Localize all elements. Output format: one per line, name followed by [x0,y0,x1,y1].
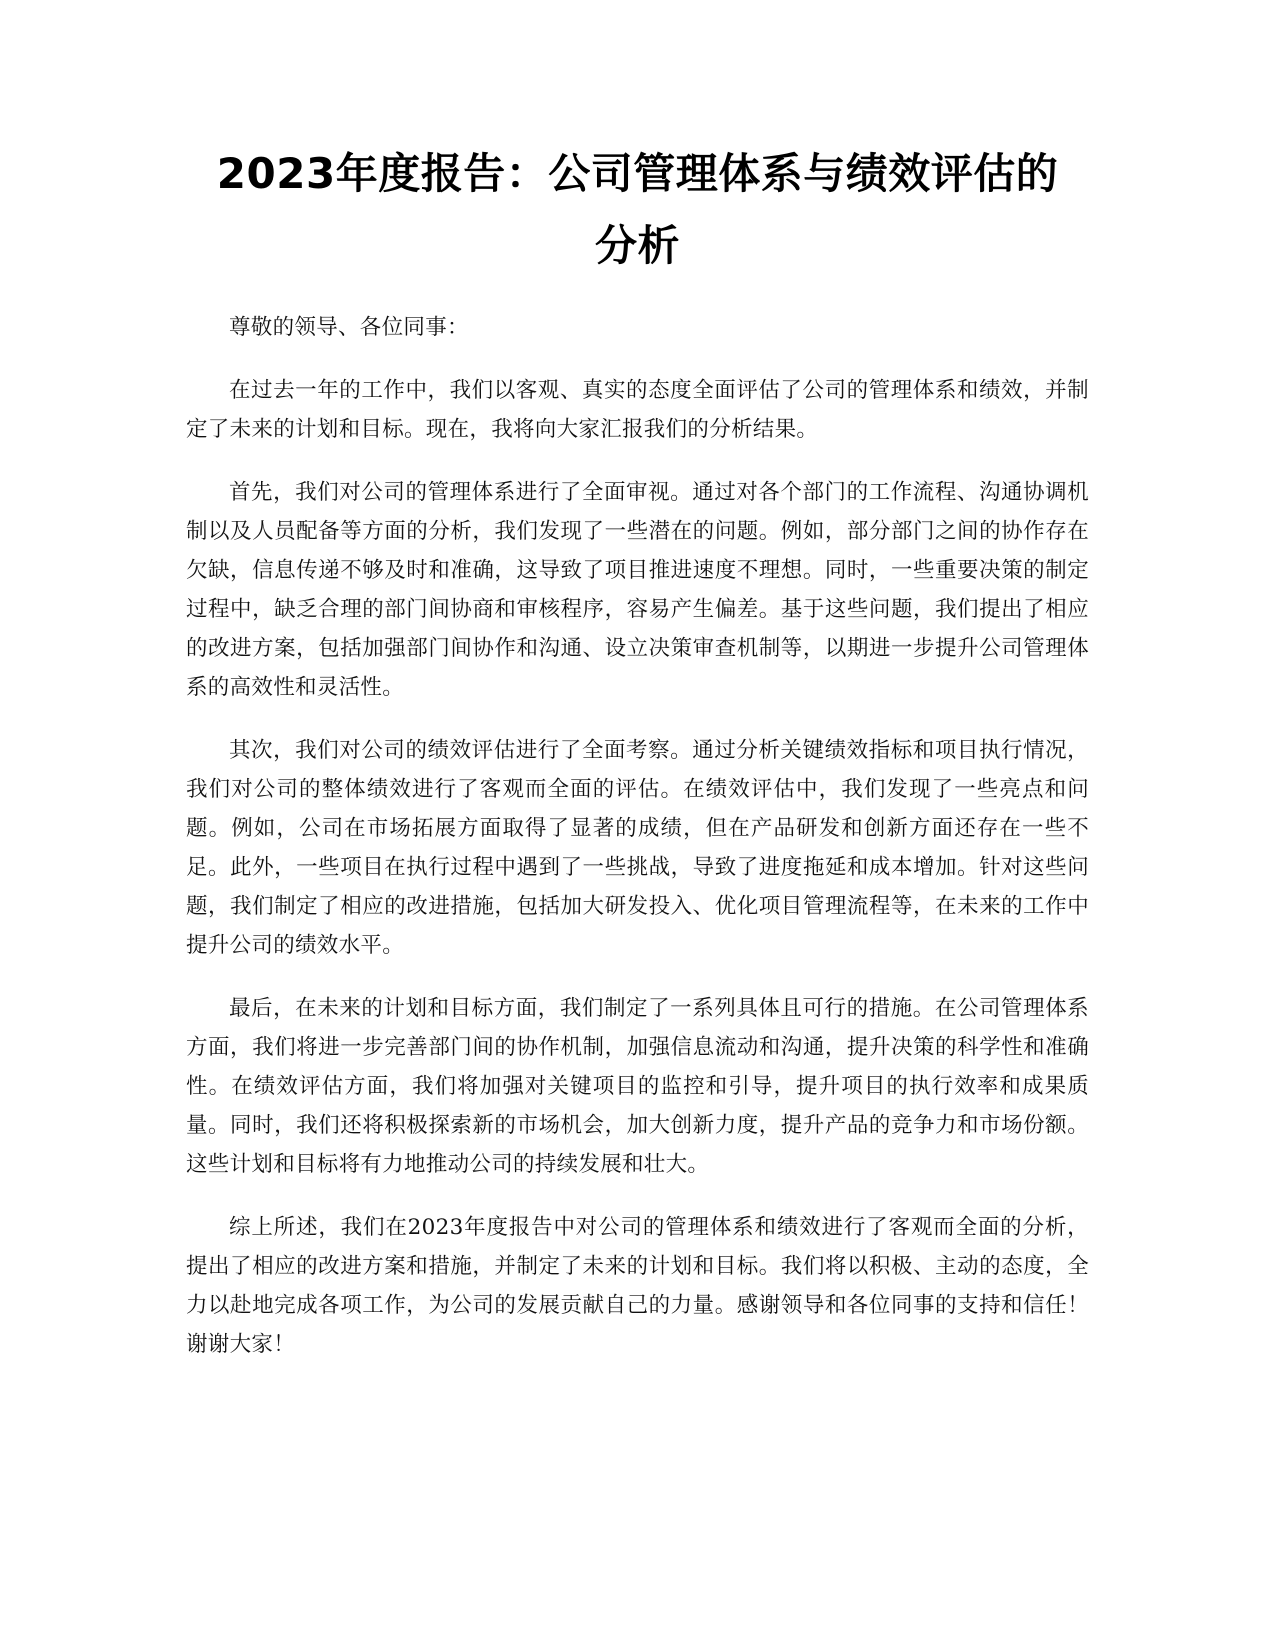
document-body [186,308,1089,1364]
paragraph-future-plans: 最后，在未来的计划和目标方面，我们制定了一系列具体且可行的措施。在公司管理体系方面，我们将进一步完善部门间的协作机制，加强信息流动和沟通，提升决策的科学性和准确性。在绩效评估方面，我们将加强对关键项目的监控和引导，提升项目的执行效率和成果质量。同时，我们还将积极探索新的市场机会，加大创新力度，提升产品的竞争力和市场份额。这些计划和目标将有力地推动公司的持续发展和壮大。 [186,996,1089,1177]
document-title [186,138,1089,282]
paragraph-performance-evaluation: 其次，我们对公司的绩效评估进行了全面考察。通过分析关键绩效指标和项目执行情况，我们对公司的整体绩效进行了客观而全面的评估。在绩效评估中，我们发现了一些亮点和问题。例如，公司在市场拓展方面取得了显著的成绩，但在产品研发和创新方面还存在一些不足。此外，一些项目在执行过程中遇到了一些挑战，导致了进度拖延和成本增加。针对这些问题，我们制定了相应的改进措施，包括加大研发投入、优化项目管理流程等，在未来的工作中提升公司的绩效水平。 [186,738,1089,958]
document-title-line-2: 分析 [594,221,680,270]
document-title-line-1: 2023年度报告：公司管理体系与绩效评估的 [216,149,1059,198]
salutation: 尊敬的领导、各位同事： [229,315,469,340]
paragraph-conclusion: 综上所述，我们在2023年度报告中对公司的管理体系和绩效进行了客观而全面的分析，提出了相应的改进方案和措施，并制定了未来的计划和目标。我们将以积极、主动的态度，全力以赴地完成各项工作，为公司的发展贡献自己的力量。感谢领导和各位同事的支持和信任！谢谢大家！ [186,1215,1089,1357]
paragraph-intro: 在过去一年的工作中，我们以客观、真实的态度全面评估了公司的管理体系和绩效，并制定了未来的计划和目标。现在，我将向大家汇报我们的分析结果。 [186,378,1089,442]
paragraph-management-system: 首先，我们对公司的管理体系进行了全面审视。通过对各个部门的工作流程、沟通协调机制以及人员配备等方面的分析，我们发现了一些潜在的问题。例如，部分部门之间的协作存在欠缺，信息传递不够及时和准确，这导致了项目推进速度不理想。同时，一些重要决策的制定过程中，缺乏合理的部门间协商和审核程序，容易产生偏差。基于这些问题，我们提出了相应的改进方案，包括加强部门间协作和沟通、设立决策审查机制等，以期进一步提升公司管理体系的高效性和灵活性。 [186,480,1089,700]
